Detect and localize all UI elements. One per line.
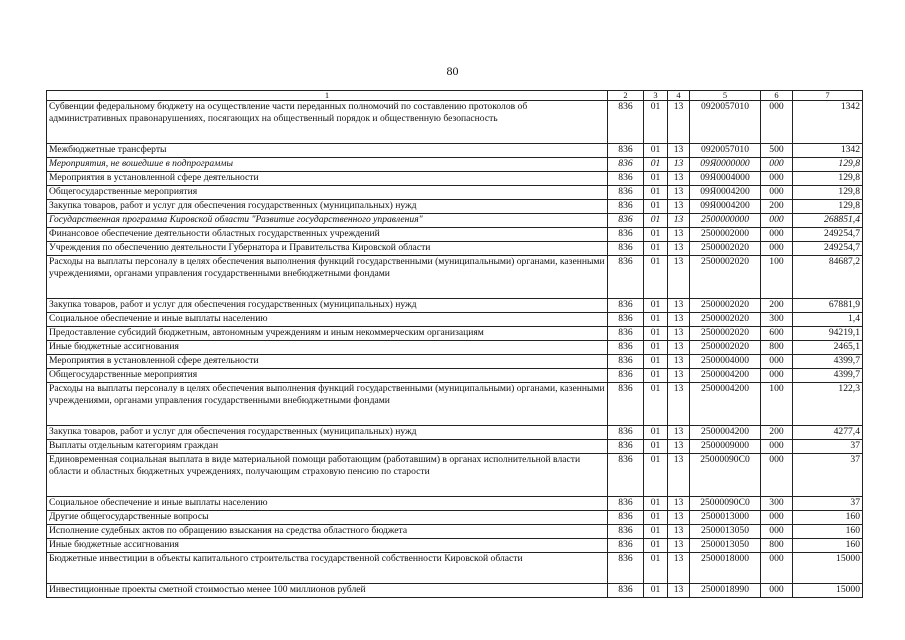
subsection-code-cell: 13 [668, 144, 690, 158]
target-article-cell: 2500002020 [690, 313, 761, 327]
target-article-cell: 2500018000 [690, 553, 761, 584]
row-name-cell: Мероприятия в установленной сфере деятельности [47, 355, 608, 369]
expense-type-cell: 000 [761, 369, 793, 383]
amount-cell: 249254,7 [793, 242, 863, 256]
section-code-cell: 01 [644, 256, 668, 299]
ved-code-cell: 836 [608, 313, 644, 327]
target-article-cell: 09Я0004000 [690, 172, 761, 186]
subsection-code-cell: 13 [668, 584, 690, 598]
amount-cell: 4277,4 [793, 426, 863, 440]
table-row [47, 313, 863, 327]
ved-code-cell: 836 [608, 584, 644, 598]
row-name-cell: Социальное обеспечение и иные выплаты населению [47, 313, 608, 327]
table-row [47, 144, 863, 158]
expense-type-cell: 000 [761, 440, 793, 454]
table-row [47, 172, 863, 186]
target-article-cell: 2500013050 [690, 539, 761, 553]
ved-code-cell: 836 [608, 101, 644, 144]
row-name-cell: Финансовое обеспечение деятельности областных государственных учреждений [47, 228, 608, 242]
row-name-cell: Единовременная социальная выплата в виде материальной помощи работающим (работавшим) в органах исполнительной власти области и областных бюджетных учреждениях, получающим страховую пенсию по старости [47, 454, 608, 497]
row-name-cell: Мероприятия в установленной сфере деятельности [47, 172, 608, 186]
section-code-cell: 01 [644, 299, 668, 313]
amount-cell: 15000 [793, 584, 863, 598]
row-name-cell: Исполнение судебных актов по обращению взыскания на средства областного бюджета [47, 525, 608, 539]
row-name-cell: Общегосударственные мероприятия [47, 369, 608, 383]
column-header: 1 [47, 91, 608, 101]
section-code-cell: 01 [644, 144, 668, 158]
ved-code-cell: 836 [608, 426, 644, 440]
ved-code-cell: 836 [608, 539, 644, 553]
target-article-cell: 09Я0004200 [690, 186, 761, 200]
row-name-cell: Закупка товаров, работ и услуг для обеспечения государственных (муниципальных) нужд [47, 299, 608, 313]
column-header: 4 [668, 91, 690, 101]
amount-cell: 129,8 [793, 158, 863, 172]
table-row [47, 327, 863, 341]
target-article-cell: 09Я0000000 [690, 158, 761, 172]
ved-code-cell: 836 [608, 158, 644, 172]
row-name-cell: Мероприятия, не вошедшие в подпрограммы [47, 158, 608, 172]
row-name-cell: Общегосударственные мероприятия [47, 186, 608, 200]
row-name-cell: Учреждения по обеспечению деятельности Губернатора и Правительства Кировской области [47, 242, 608, 256]
column-header: 3 [644, 91, 668, 101]
expense-type-cell: 300 [761, 313, 793, 327]
target-article-cell: 25000090С0 [690, 454, 761, 497]
table-row [47, 158, 863, 172]
expense-type-cell: 000 [761, 186, 793, 200]
ved-code-cell: 836 [608, 525, 644, 539]
expense-type-cell: 000 [761, 584, 793, 598]
ved-code-cell: 836 [608, 186, 644, 200]
section-code-cell: 01 [644, 327, 668, 341]
target-article-cell: 2500002020 [690, 299, 761, 313]
page-number: 80 [446, 64, 459, 78]
ved-code-cell: 836 [608, 369, 644, 383]
ved-code-cell: 836 [608, 341, 644, 355]
subsection-code-cell: 13 [668, 383, 690, 426]
section-code-cell: 01 [644, 214, 668, 228]
expense-type-cell: 100 [761, 256, 793, 299]
subsection-code-cell: 13 [668, 186, 690, 200]
section-code-cell: 01 [644, 383, 668, 426]
row-name-cell: Бюджетные инвестиции в объекты капитального строительства государственной собственности Кировской области [47, 553, 608, 584]
target-article-cell: 2500000000 [690, 214, 761, 228]
amount-cell: 160 [793, 511, 863, 525]
ved-code-cell: 836 [608, 553, 644, 584]
table-row [47, 200, 863, 214]
amount-cell: 1342 [793, 101, 863, 144]
table-row [47, 440, 863, 454]
row-name-cell: Иные бюджетные ассигнования [47, 539, 608, 553]
subsection-code-cell: 13 [668, 440, 690, 454]
expense-type-cell: 000 [761, 553, 793, 584]
expense-type-cell: 000 [761, 525, 793, 539]
row-name-cell: Закупка товаров, работ и услуг для обеспечения государственных (муниципальных) нужд [47, 200, 608, 214]
amount-cell: 1,4 [793, 313, 863, 327]
subsection-code-cell: 13 [668, 158, 690, 172]
subsection-code-cell: 13 [668, 299, 690, 313]
amount-cell: 160 [793, 539, 863, 553]
section-code-cell: 01 [644, 511, 668, 525]
budget-table [46, 90, 863, 598]
target-article-cell: 2500004200 [690, 426, 761, 440]
subsection-code-cell: 13 [668, 313, 690, 327]
expense-type-cell: 000 [761, 511, 793, 525]
ved-code-cell: 836 [608, 214, 644, 228]
section-code-cell: 01 [644, 158, 668, 172]
table-row [47, 214, 863, 228]
subsection-code-cell: 13 [668, 341, 690, 355]
subsection-code-cell: 13 [668, 497, 690, 511]
ved-code-cell: 836 [608, 144, 644, 158]
ved-code-cell: 836 [608, 228, 644, 242]
target-article-cell: 2500002020 [690, 341, 761, 355]
subsection-code-cell: 13 [668, 172, 690, 186]
expense-type-cell: 200 [761, 299, 793, 313]
table-row [47, 299, 863, 313]
section-code-cell: 01 [644, 355, 668, 369]
subsection-code-cell: 13 [668, 553, 690, 584]
amount-cell: 268851,4 [793, 214, 863, 228]
target-article-cell: 09Я0004200 [690, 200, 761, 214]
section-code-cell: 01 [644, 454, 668, 497]
amount-cell: 67881,9 [793, 299, 863, 313]
ved-code-cell: 836 [608, 497, 644, 511]
row-name-cell: Выплаты отдельным категориям граждан [47, 440, 608, 454]
table-row [47, 454, 863, 497]
section-code-cell: 01 [644, 584, 668, 598]
amount-cell: 2465,1 [793, 341, 863, 355]
row-name-cell: Иные бюджетные ассигнования [47, 341, 608, 355]
section-code-cell: 01 [644, 539, 668, 553]
ved-code-cell: 836 [608, 200, 644, 214]
target-article-cell: 2500002020 [690, 327, 761, 341]
expense-type-cell: 000 [761, 101, 793, 144]
row-name-cell: Государственная программа Кировской области "Развитие государственного управления" [47, 214, 608, 228]
target-article-cell: 2500002000 [690, 228, 761, 242]
table-row [47, 186, 863, 200]
amount-cell: 37 [793, 454, 863, 497]
ved-code-cell: 836 [608, 511, 644, 525]
row-name-cell: Расходы на выплаты персоналу в целях обеспечения выполнения функций государственными (муниципальными) органами, казенными учреждениями, органами управления государственными внебюджетными фондами [47, 256, 608, 299]
section-code-cell: 01 [644, 200, 668, 214]
subsection-code-cell: 13 [668, 228, 690, 242]
ved-code-cell: 836 [608, 383, 644, 426]
ved-code-cell: 836 [608, 440, 644, 454]
target-article-cell: 2500018990 [690, 584, 761, 598]
row-name-cell: Межбюджетные трансферты [47, 144, 608, 158]
expense-type-cell: 000 [761, 228, 793, 242]
subsection-code-cell: 13 [668, 101, 690, 144]
subsection-code-cell: 13 [668, 511, 690, 525]
subsection-code-cell: 13 [668, 539, 690, 553]
amount-cell: 129,8 [793, 200, 863, 214]
target-article-cell: 2500004200 [690, 383, 761, 426]
expense-type-cell: 000 [761, 355, 793, 369]
table-row [47, 256, 863, 299]
table-row [47, 355, 863, 369]
table-row [47, 525, 863, 539]
table-row [47, 584, 863, 598]
table-row [47, 553, 863, 584]
section-code-cell: 01 [644, 426, 668, 440]
amount-cell: 1342 [793, 144, 863, 158]
expense-type-cell: 000 [761, 242, 793, 256]
subsection-code-cell: 13 [668, 200, 690, 214]
target-article-cell: 2500013050 [690, 525, 761, 539]
section-code-cell: 01 [644, 101, 668, 144]
amount-cell: 122,3 [793, 383, 863, 426]
expense-type-cell: 800 [761, 341, 793, 355]
section-code-cell: 01 [644, 186, 668, 200]
table-row [47, 497, 863, 511]
subsection-code-cell: 13 [668, 327, 690, 341]
target-article-cell: 2500013000 [690, 511, 761, 525]
table-row [47, 369, 863, 383]
amount-cell: 129,8 [793, 186, 863, 200]
table-row [47, 242, 863, 256]
table-row [47, 101, 863, 144]
table-row [47, 341, 863, 355]
subsection-code-cell: 13 [668, 454, 690, 497]
subsection-code-cell: 13 [668, 369, 690, 383]
subsection-code-cell: 13 [668, 242, 690, 256]
amount-cell: 160 [793, 525, 863, 539]
row-name-cell: Социальное обеспечение и иные выплаты населению [47, 497, 608, 511]
row-name-cell: Субвенции федеральному бюджету на осуществление части переданных полномочий по составлению протоколов об административных правонарушениях, посягающих на общественный порядок и общественную безопасность [47, 101, 608, 144]
ved-code-cell: 836 [608, 454, 644, 497]
section-code-cell: 01 [644, 440, 668, 454]
table-row [47, 539, 863, 553]
expense-type-cell: 600 [761, 327, 793, 341]
expense-type-cell: 300 [761, 497, 793, 511]
expense-type-cell: 000 [761, 172, 793, 186]
table-row [47, 383, 863, 426]
table-body [47, 91, 863, 598]
column-header: 6 [761, 91, 793, 101]
target-article-cell: 2500002020 [690, 256, 761, 299]
target-article-cell: 2500004200 [690, 369, 761, 383]
target-article-cell: 2500004000 [690, 355, 761, 369]
column-header: 2 [608, 91, 644, 101]
expense-type-cell: 000 [761, 214, 793, 228]
section-code-cell: 01 [644, 172, 668, 186]
column-header: 5 [690, 91, 761, 101]
ved-code-cell: 836 [608, 172, 644, 186]
section-code-cell: 01 [644, 242, 668, 256]
section-code-cell: 01 [644, 525, 668, 539]
expense-type-cell: 000 [761, 454, 793, 497]
row-name-cell: Расходы на выплаты персоналу в целях обеспечения выполнения функций государственными (муниципальными) органами, казенными учреждениями, органами управления государственными внебюджетными фондами [47, 383, 608, 426]
table-row [47, 511, 863, 525]
ved-code-cell: 836 [608, 327, 644, 341]
table-row [47, 228, 863, 242]
expense-type-cell: 100 [761, 383, 793, 426]
amount-cell: 129,8 [793, 172, 863, 186]
expense-type-cell: 800 [761, 539, 793, 553]
section-code-cell: 01 [644, 341, 668, 355]
target-article-cell: 25000090С0 [690, 497, 761, 511]
column-header: 7 [793, 91, 863, 101]
row-name-cell: Предоставление субсидий бюджетным, автономным учреждениям и иным некоммерческим организациям [47, 327, 608, 341]
ved-code-cell: 836 [608, 355, 644, 369]
row-name-cell: Другие общегосударственные вопросы [47, 511, 608, 525]
section-code-cell: 01 [644, 553, 668, 584]
section-code-cell: 01 [644, 228, 668, 242]
target-article-cell: 0920057010 [690, 144, 761, 158]
subsection-code-cell: 13 [668, 256, 690, 299]
subsection-code-cell: 13 [668, 525, 690, 539]
amount-cell: 4399,7 [793, 355, 863, 369]
expense-type-cell: 200 [761, 426, 793, 440]
header-row [47, 91, 863, 101]
ved-code-cell: 836 [608, 299, 644, 313]
amount-cell: 84687,2 [793, 256, 863, 299]
section-code-cell: 01 [644, 497, 668, 511]
target-article-cell: 0920057010 [690, 101, 761, 144]
ved-code-cell: 836 [608, 256, 644, 299]
amount-cell: 37 [793, 440, 863, 454]
expense-type-cell: 000 [761, 158, 793, 172]
amount-cell: 94219,1 [793, 327, 863, 341]
subsection-code-cell: 13 [668, 426, 690, 440]
subsection-code-cell: 13 [668, 214, 690, 228]
amount-cell: 15000 [793, 553, 863, 584]
amount-cell: 37 [793, 497, 863, 511]
row-name-cell: Инвестиционные проекты сметной стоимостью менее 100 миллионов рублей [47, 584, 608, 598]
amount-cell: 249254,7 [793, 228, 863, 242]
section-code-cell: 01 [644, 369, 668, 383]
row-name-cell: Закупка товаров, работ и услуг для обеспечения государственных (муниципальных) нужд [47, 426, 608, 440]
table-row [47, 426, 863, 440]
target-article-cell: 2500009000 [690, 440, 761, 454]
ved-code-cell: 836 [608, 242, 644, 256]
expense-type-cell: 500 [761, 144, 793, 158]
section-code-cell: 01 [644, 313, 668, 327]
target-article-cell: 2500002020 [690, 242, 761, 256]
amount-cell: 4399,7 [793, 369, 863, 383]
expense-type-cell: 200 [761, 200, 793, 214]
subsection-code-cell: 13 [668, 355, 690, 369]
